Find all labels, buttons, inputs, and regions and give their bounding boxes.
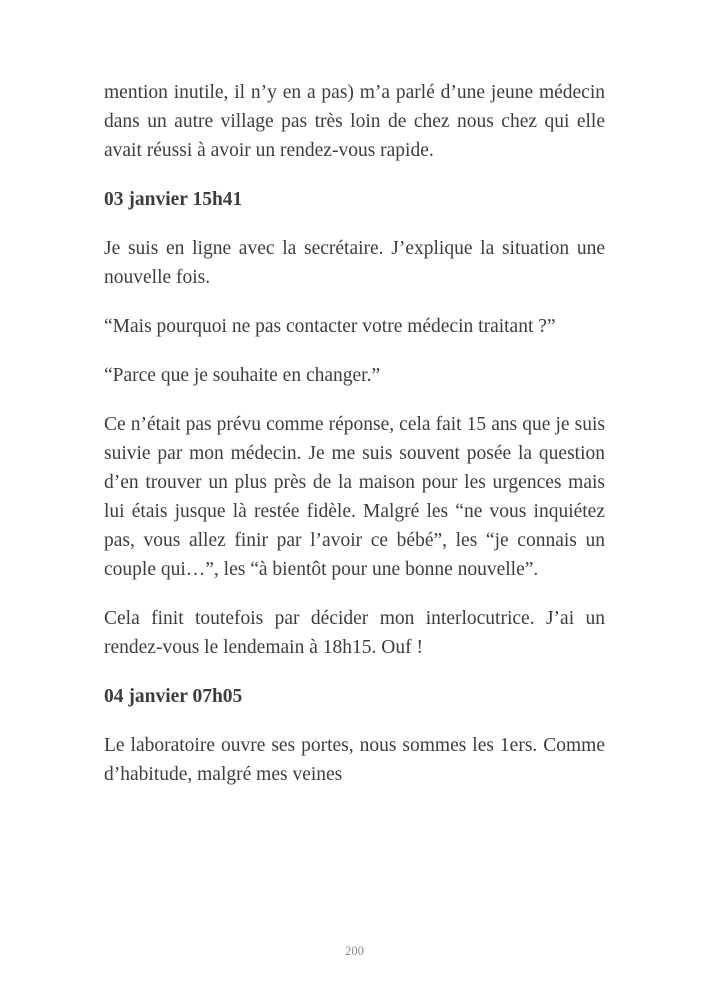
paragraph-quote: “Mais pourquoi ne pas contacter votre médecin traitant ?” — [104, 316, 556, 337]
paragraph: Je suis en ligne avec la secrétaire. J’explique la situation une nouvelle fois. — [104, 238, 605, 288]
page-body — [104, 78, 605, 809]
paragraph: Cela finit toutefois par décider mon interlocutrice. J’ai un rendez-vous le lendemain à 18h15. Ouf ! — [104, 608, 605, 658]
paragraph-continuation: mention inutile, il n’y en a pas) m’a parlé d’une jeune médecin dans un autre village pas très loin de chez nous chez qui elle avait réussi à avoir un rendez-vous rapide. — [104, 82, 605, 161]
paragraph: Le laboratoire ouvre ses portes, nous sommes les 1ers. Comme d’habitude, malgré mes veines — [104, 735, 605, 785]
entry-heading-04-janvier-07h05: 04 janvier 07h05 — [104, 686, 243, 707]
paragraph: Ce n’était pas prévu comme réponse, cela fait 15 ans que je suis suivie par mon médecin. Je me suis souvent posée la question d’en trouver un plus près de la maison pour les urgences mais lui étais jusque là restée fidèle. Malgré les “ne vous inquiétez pas, vous allez finir par l’avoir ce bébé”, les “je connais un couple qui…”, les “à bientôt pour une bonne nouvelle”. — [104, 414, 605, 580]
page-number: 200 — [345, 944, 364, 958]
paragraph-quote: “Parce que je souhaite en changer.” — [104, 365, 381, 386]
entry-heading-03-janvier-15h41: 03 janvier 15h41 — [104, 189, 243, 210]
